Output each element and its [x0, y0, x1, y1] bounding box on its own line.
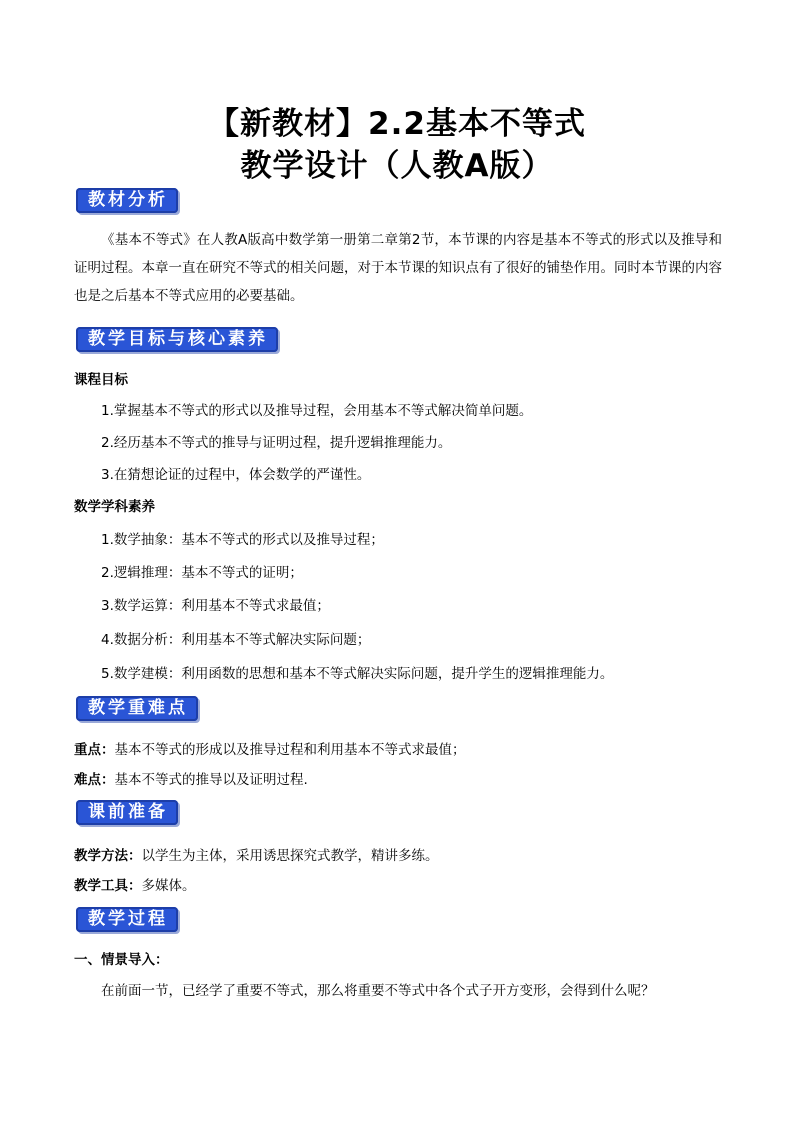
course-goals-heading: 课程目标 — [74, 372, 128, 388]
literacy-item: 2.逻辑推理：基本不等式的证明； — [101, 565, 303, 581]
literacy-item: 1.数学抽象：基本不等式的形式以及推导过程； — [101, 532, 384, 548]
method-label: 教学方法： — [74, 848, 142, 864]
section-badge-process: 教学过程 — [76, 907, 178, 932]
literacy-item: 4.数据分析：利用基本不等式解决实际问题； — [101, 632, 371, 648]
focus-label: 重点： — [74, 742, 115, 758]
difficulty-label: 难点： — [74, 772, 115, 788]
section-badge-keypoints: 教学重难点 — [76, 696, 198, 721]
literacy-heading: 数学学科素养 — [74, 499, 155, 515]
method-line — [74, 844, 439, 864]
focus-line — [74, 738, 466, 758]
difficulty-line — [74, 768, 308, 788]
intro-heading: 一、情景导入： — [74, 952, 169, 968]
analysis-paragraph: 《基本不等式》在人教A版高中数学第一册第二章第2节，本节课的内容是基本不等式的形式以及推导和证明过程。本章一直在研究不等式的相关问题，对于本节课的知识点有了很好的铺垫作用。同时本节课的内容也是之后基本不等式应用的必要基础。 — [74, 232, 722, 304]
document-subtitle: 教学设计（人教A版） — [240, 148, 554, 184]
section-badge-analysis: 教材分析 — [76, 188, 178, 213]
course-goal-item: 1.掌握基本不等式的形式以及推导过程，会用基本不等式解决简单问题。 — [101, 403, 533, 419]
tools-text: 多媒体。 — [141, 878, 196, 894]
tools-label: 教学工具： — [74, 878, 142, 894]
course-goal-item: 2.经历基本不等式的推导与证明过程，提升逻辑推理能力。 — [101, 435, 452, 451]
document-title: 【新教材】2.2基本不等式 — [208, 106, 586, 142]
intro-text: 在前面一节，已经学了重要不等式，那么将重要不等式中各个式子开方变形，会得到什么呢？ — [101, 983, 655, 999]
method-text: 以学生为主体，采用诱思探究式教学，精讲多练。 — [141, 848, 439, 864]
difficulty-text: 基本不等式的推导以及证明过程. — [114, 772, 308, 788]
section-badge-goals: 教学目标与核心素养 — [76, 327, 278, 352]
section-badge-prep: 课前准备 — [76, 800, 178, 825]
tools-line — [74, 874, 196, 894]
literacy-item: 3.数学运算：利用基本不等式求最值； — [101, 598, 330, 614]
focus-text: 基本不等式的形成以及推导过程和利用基本不等式求最值； — [114, 742, 466, 758]
literacy-item: 5.数学建模：利用函数的思想和基本不等式解决实际问题，提升学生的逻辑推理能力。 — [101, 666, 614, 682]
course-goal-item: 3.在猜想论证的过程中，体会数学的严谨性。 — [101, 467, 371, 483]
